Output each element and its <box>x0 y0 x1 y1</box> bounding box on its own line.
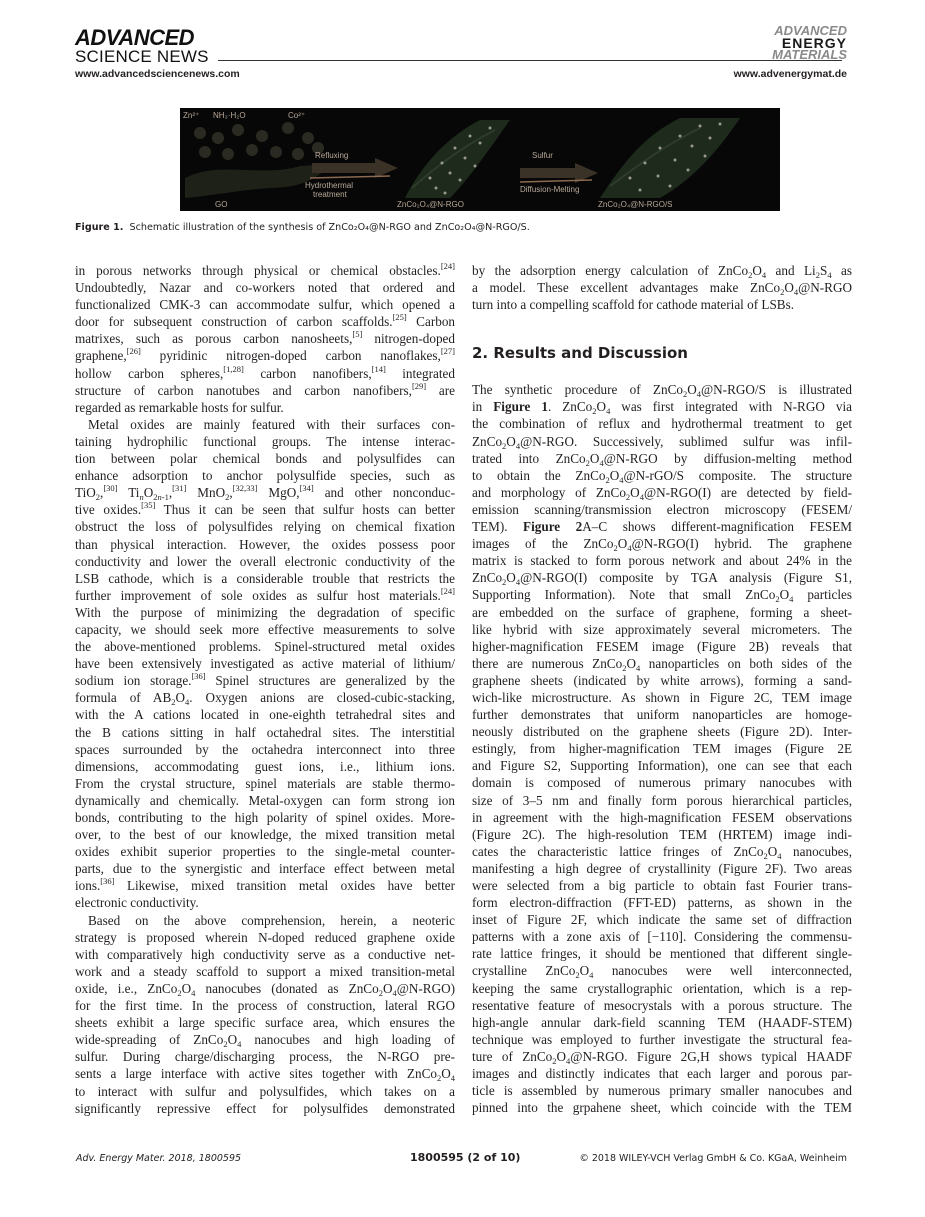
text-line: Undoubtedly, Nazar and co-workers noted that ordered and <box>75 280 455 296</box>
text-line: estingly, from higher-magnification TEM images (Figure 2E <box>472 741 852 757</box>
text-line: formula of $AB_2O_4$. Oxygen anions are closed-cubic-stacking, <box>75 690 455 708</box>
text-line: size of 3–5 nm and finally form porous hierarchical particles, <box>472 792 852 808</box>
text-line: there are numerous $ZnCo_2O_4$ nanoparticles on both sides of the <box>472 655 852 673</box>
text-line: matrix is stacked to form porous network and about 24% in the <box>472 553 852 569</box>
text-line: manifesting a high degree of crystallinity (Figure 2F). Two areas <box>472 860 852 876</box>
text-line: patterns with a zone axis of [−110]. Considering the commensu- <box>472 929 852 945</box>
text-line: higher-magnification FESEM image (Figure 2B) reveals that <box>472 638 852 654</box>
text-line: tive oxides.[35] Thus it can be seen that sulfur hosts can better <box>75 500 455 518</box>
text-line: graphene,[26] pyridinic nitrogen-doped carbon nanoflakes,[27] <box>75 346 455 364</box>
text-line: in agreement with the high-magnification FESEM observations <box>472 809 852 825</box>
text-line: door for subsequent construction of carbon scaffolds.[25] Carbon <box>75 312 456 330</box>
text-line: cates the characteristic lattice fringes of $ZnCo_2O_4$ nanocubes, <box>472 843 852 861</box>
text-line: domain is composed of numerous primary nanocubes with <box>472 775 852 791</box>
label-treatment: treatment <box>313 190 347 199</box>
text-line: Based on the above comprehension, herein, a neoteric <box>88 912 455 928</box>
text-line: for the first time. In the process of construction, lateral RGO <box>75 998 455 1014</box>
text-line: obstruct the loss of polysulfides relying on chemical fixation <box>75 519 455 535</box>
logo-energy: ENERGY <box>781 35 847 51</box>
text-line: oxide, i.e., $ZnCo_2O_4$ nanocubes (donated as $ZnCo_2O_4@N-RGO$) <box>75 980 456 998</box>
text-line: further demonstrates that uniform nanoparticles are homoge- <box>472 707 852 723</box>
text-line: sents a large interface with active sites together with $ZnCo_2O_4$ <box>75 1066 455 1084</box>
text-line: From the crystal structure, spinel materials are stable thermo- <box>75 775 455 791</box>
caption-text: Schematic illustration of the synthesis of ZnCo₂O₄@N-RGO and ZnCo₂O₄@N-RGO/S. <box>129 222 530 233</box>
text-line: $ZnCo_2O_4@N-RGO(I)$ composite by TGA analysis (Figure S1, <box>472 570 852 588</box>
text-line: dimensions, accommodating guest ions, i.e., lithium ions. <box>75 758 455 774</box>
right-text-column <box>472 262 852 1116</box>
text-line: pinned into the grpahene sheet, which coincide with the TEM <box>472 1100 852 1116</box>
header-rule <box>218 60 842 61</box>
text-line: over, to the best of our knowledge, the mixed transition metal <box>75 827 455 843</box>
text-line: parts, due to the synergistic and interface effect between metal <box>75 861 455 877</box>
text-line: functionalized CMK-3 can accommodate sulfur, which opened a <box>75 297 455 313</box>
text-line: ture of $ZnCo_2O_4@N$-RGO. Figure 2G,H shows typical HAADF <box>472 1048 852 1066</box>
text-line: sheets exhibit a large specific surface area, which ensures the <box>75 1015 455 1031</box>
text-line: With the purpose of minimizing the degradation of specific <box>75 604 455 620</box>
text-line: taining hydrophilic functional groups. The intense interac- <box>75 433 455 449</box>
text-line: trated into $ZnCo_2O_4@N$-RGO by diffusion-melting method <box>472 450 852 468</box>
label-zn-ion: Zn²⁺ <box>183 111 200 120</box>
text-line: are embedded on the surface of graphene, forming a sheet- <box>472 604 852 620</box>
text-line: TEM). Figure 2A–C shows different-magnification FESEM <box>472 519 853 535</box>
arrow-step-1 <box>310 158 398 178</box>
footer-page-number: 1800595 (2 of 10) <box>410 1151 521 1164</box>
text-line: images of the $ZnCo_2O_4@N-RGO(I)$ hybrid. The graphene <box>472 536 852 554</box>
product-1-sheets <box>405 120 510 198</box>
text-line: tion between polar chemical bonds and polysulfides can <box>75 451 455 467</box>
text-line: the B cations sitting in half octahedral sites. The interstitial <box>75 724 455 740</box>
text-line: wich-like microstructure. As shown in Figure 2C, TEM image <box>472 689 852 705</box>
text-line: to interact with sulfur and polysulfides, which takes on a <box>75 1083 455 1099</box>
label-refluxing: Refluxing <box>315 151 349 160</box>
left-url-link[interactable]: www.advancedsciencenews.com <box>75 68 240 80</box>
text-line: ions.[36] Likewise, mixed transition metal oxides have better <box>75 876 455 894</box>
logo-science-news: SCIENCE NEWS <box>75 47 209 66</box>
text-line: in Figure 1. $ZnCo_2O_4$ was first integrated with N-RGO via <box>472 399 852 417</box>
text-line: oxides exhibit superior properties to the single-metal counter- <box>75 844 455 860</box>
text-line: rate lattice fringes, it should be mentioned that different single- <box>472 946 852 962</box>
journal-logo-right <box>772 25 847 61</box>
label-product-2: ZnCo₂O₄@N-RGO/S <box>598 200 673 209</box>
figure-1-caption <box>75 222 530 233</box>
text-line: crystalline $ZnCo_2O_4$ nanocubes were well interconnected, <box>472 963 852 981</box>
caption-label: Figure 1. <box>75 222 124 233</box>
text-line: ticle is assembled by numerous primary smaller nanocubes and <box>472 1083 852 1099</box>
synthesis-schematic <box>180 108 780 211</box>
text-line: emission scanning/transmission electron microscopy (FESEM/ <box>472 501 852 517</box>
right-url-link[interactable]: www.advenergymat.de <box>733 68 847 80</box>
text-line: like hybrid with size approximately several micrometers. The <box>472 621 852 637</box>
label-diffusion-melting: Diffusion-Melting <box>520 185 580 194</box>
text-line: were selected from a big particle to obtain fast Fourier trans- <box>472 878 852 893</box>
text-line: capacity, we should seek more effective measurements to solve <box>75 621 455 637</box>
label-hydrothermal: Hydrothermal <box>305 181 354 190</box>
text-line: significantly repressive effect for polysulfides demonstrated <box>75 1100 455 1116</box>
text-line: resentative feature of mesocrystals with a porous structure. The <box>472 997 852 1013</box>
text-line: technique was employed to further investigate the structural fea- <box>472 1031 852 1047</box>
text-line: with comparatively high conductivity serve as a conductive net- <box>75 946 455 962</box>
product-2-sheets <box>600 118 740 198</box>
left-text-column <box>75 262 455 1117</box>
intro-paragraph-end <box>472 262 852 313</box>
label-co-ion: Co²⁺ <box>288 111 306 120</box>
text-line: to obtain the $ZnCo_2O_4@N-rGO/S$ composite. The structure <box>472 467 852 485</box>
text-line: a model. These excellent advantages make $ZnCo_2O_4@N$-RGO <box>472 280 852 298</box>
text-line: sulfur. During charge/discharging process, the N-RGO pre- <box>75 1049 455 1065</box>
text-line: the combination of reflux and hydrothermal treatment to get <box>472 416 852 432</box>
text-line: sodium ion storage.[36] Spinel structures are generalized by the <box>75 671 455 689</box>
text-line: matrixes, such as porous carbon nanosheets,[5] nitrogen-doped <box>75 329 455 347</box>
text-line: have been extensively investigated as active material of lithium/ <box>75 656 455 672</box>
precursor-spheres <box>194 122 324 160</box>
text-line: turn into a compelling scaffold for cathode material of LSBs. <box>472 297 795 313</box>
text-line: the above-mentioned problems. Spinel-structured metal oxides <box>75 639 455 655</box>
text-line: wide-spreading of $ZnCo_2O_4$ nanocubes and high loading of <box>75 1032 455 1050</box>
text-line: electronic conductivity. <box>75 895 199 911</box>
text-line: in porous networks through physical or chemical obstacles.[24] <box>75 261 455 278</box>
text-line: bonds, contributing to the high polarity of spinel oxides. More- <box>75 810 455 825</box>
logo-materials: MATERIALS <box>772 47 847 62</box>
text-line: Metal oxides are mainly featured with their surfaces con- <box>88 416 455 432</box>
results-paragraph <box>472 381 852 1116</box>
text-line: and Figure S2, Supporting Information), one can see that each <box>472 758 852 774</box>
label-ammonia: NH₃·H₂O <box>213 111 246 120</box>
text-line: work and a steady scaffold to support a mixed transition-metal <box>75 963 455 979</box>
text-line: conductivity and lower the overall electronic conductivity of the <box>75 553 455 569</box>
text-line: images and distinctly indicates that each larger and porous par- <box>472 1066 852 1082</box>
text-line: with the A cations located in one-eighth tetrahedral sites and <box>75 707 455 723</box>
text-line: regarded as remarkable hosts for sulfur. <box>75 399 284 415</box>
logo-advanced: ADVANCED <box>75 25 195 50</box>
label-go: GO <box>215 200 228 209</box>
text-line: strategy is proposed wherein N-doped reduced graphene oxide <box>75 929 455 945</box>
logo-advanced-right: ADVANCED <box>774 23 847 38</box>
text-line: than physical interaction. However, the oxides possess poor <box>75 536 455 552</box>
text-line: Supporting Information). Note that small $ZnCo_2O_4$ particles <box>472 587 853 605</box>
text-line: further improvement of sole oxides as sulfur host materials.[24] <box>75 585 455 603</box>
text-line: and morphology of $ZnCo_2O_4@N-RGO(I)$ are detected by field- <box>472 484 852 502</box>
text-line: (Figure 2C). The high-resolution TEM (HRTEM) image indi- <box>472 826 852 842</box>
text-line: form electron-diffraction (FFT-ED) patterns, as shown in the <box>472 895 852 911</box>
text-line: keeping the same crystallographic orientation, which is a rep- <box>472 980 852 996</box>
text-line: hollow carbon spheres,[1,28] carbon nanofibers,[14] integrated <box>75 363 455 381</box>
footer-copyright: © 2018 WILEY-VCH Verlag GmbH & Co. KGaA, Weinheim <box>579 1153 847 1164</box>
label-product-1: ZnCo₂O₄@N-RGO <box>397 200 464 209</box>
text-line: high-angle annular dark-field scanning TEM (HAADF-STEM) <box>472 1014 852 1030</box>
text-line: structure of carbon nanotubes and carbon nanofibers,[29] are <box>75 380 455 398</box>
text-line: $ZnCo_2O_4@N$-RGO. Successively, sublimed sulfur was infil- <box>472 433 852 451</box>
text-line: dynamically and chemically. Metal-oxygen can form strong ion <box>75 792 455 808</box>
text-line: neously distributed on the graphene sheets (Figure 2D). Inter- <box>472 724 852 740</box>
figure-1-schematic <box>180 108 780 211</box>
text-line: TiO$_2$,[30] $Ti_nO_{2n-1},[31]$ MnO$_2$,[32,33] MgO,[34] and other nonconduc- <box>75 483 455 503</box>
section-heading: 2. Results and Discussion <box>472 344 688 363</box>
journal-logo-left <box>75 25 209 66</box>
text-line: The synthetic procedure of $ZnCo_2O_4@N-RGO/S$ is illustrated <box>472 382 853 400</box>
footer-citation: Adv. Energy Mater. 2018, 1800595 <box>76 1153 242 1164</box>
text-line: by the adsorption energy calculation of $ZnCo_2O_4$ and $Li_2S_4$ as <box>472 263 852 280</box>
arrow-step-2 <box>520 163 598 183</box>
text-line: enhance adsorption to anchor polysulfide species, such as <box>75 468 455 484</box>
label-sulfur: Sulfur <box>532 151 553 160</box>
text-line: graphene sheets (indicated by white arrows), forming a sand- <box>472 672 852 688</box>
text-line: LSB cathode, which is a considerable trouble that restricts the <box>75 570 455 586</box>
text-line: spaces surrounded by the octahedra interconnect into three <box>75 741 455 757</box>
text-line: inset of Figure 2F, which indicate the same set of diffraction <box>472 912 852 928</box>
